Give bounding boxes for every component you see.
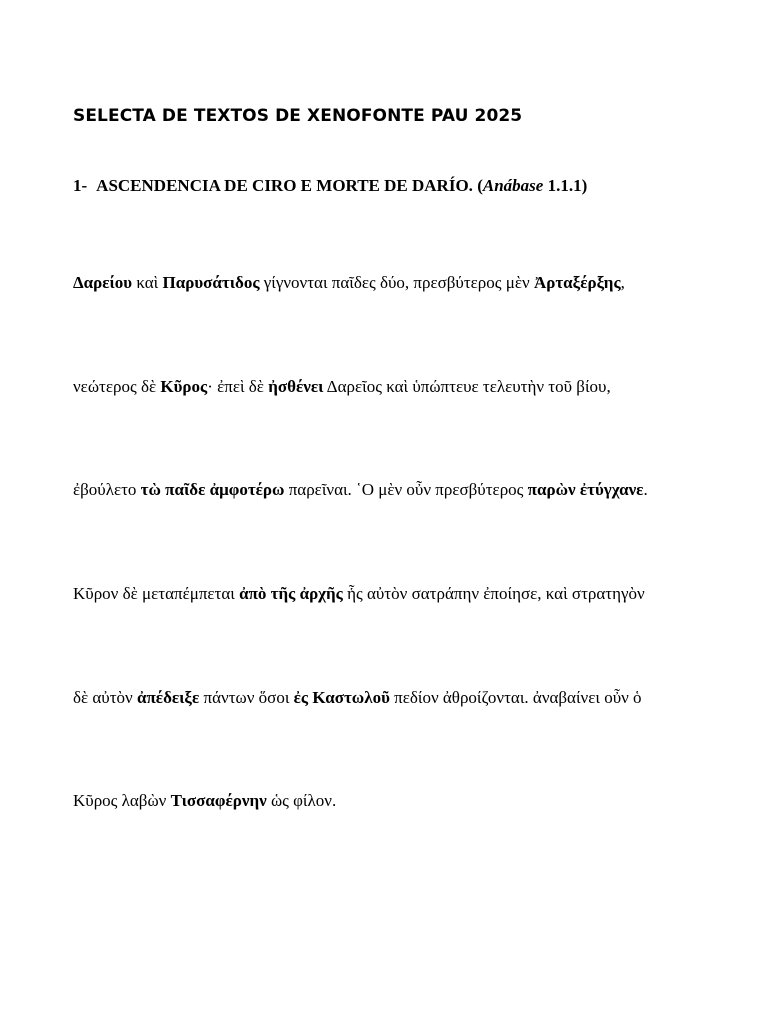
text-line	[73, 584, 645, 604]
text-run: πεδίον ἀθροίζονται. ἀναβαίνει οὖν ὁ	[389, 688, 642, 707]
text-run: Κῦρον δὲ μεταπέμπεται	[73, 584, 240, 603]
text-line	[73, 273, 625, 293]
bold-term: ἀπέδειξε	[137, 688, 200, 707]
bold-term: Κῦρος	[160, 377, 208, 396]
text-run: παρεῖναι. ῾Ο μὲν οὖν πρεσβύτερος	[284, 480, 528, 499]
section-heading	[73, 176, 587, 196]
text-run: καὶ	[132, 273, 163, 292]
section-ref-passage: 1.1.1)	[543, 176, 588, 195]
text-line	[73, 791, 336, 811]
text-run: ἧς αὐτὸν σατράπην ἐποίησε, καὶ στρατηγὸν	[342, 584, 645, 603]
bold-term: Δαρείου	[73, 273, 133, 292]
bold-term: Παρυσάτιδος	[162, 273, 260, 292]
bold-term: Ἀρταξέρξης	[533, 273, 621, 292]
text-run: γίγνονται παῖδες δύο, πρεσβύτερος μὲν	[259, 273, 534, 292]
bold-term: τὼ παῖδε ἀμφοτέρω	[140, 480, 285, 499]
text-run: .	[643, 480, 648, 499]
bold-term: παρὼν ἐτύγχανε	[527, 480, 644, 499]
text-run: πάντων ὅσοι	[199, 688, 294, 707]
document-title: SELECTA DE TEXTOS DE XENOFONTE PAU 2025	[73, 106, 523, 126]
bold-term: Τισσαφέρνην	[170, 791, 267, 810]
text-run: ἐβούλετο	[73, 480, 141, 499]
text-run: Δαρεῖος καὶ ὑπώπτευε τελευτὴν τοῦ βίου,	[323, 377, 611, 396]
text-run: Κῦρος λαβὼν	[73, 791, 171, 810]
text-run: νεώτερος δὲ	[73, 377, 161, 396]
section-title: ASCENDENCIA DE CIRO E MORTE DE DARÍO.	[96, 176, 473, 195]
bold-term: ἐς Καστωλοῦ	[293, 688, 390, 707]
bold-term: ἠσθένει	[268, 377, 324, 396]
text-run: ὡς φίλον.	[266, 791, 337, 810]
section-number: 1-	[73, 176, 88, 195]
text-run: ,	[620, 273, 625, 292]
text-run: · ἐπεὶ δὲ	[207, 377, 269, 396]
text-line	[73, 688, 642, 708]
text-line	[73, 377, 611, 397]
bold-term: ἀπὸ τῆς ἀρχῆς	[239, 584, 343, 603]
section-ref-open: (	[477, 176, 483, 195]
text-run: δὲ αὐτὸν	[73, 688, 137, 707]
section-ref-work: Anábase	[482, 176, 544, 195]
text-line	[73, 480, 648, 500]
